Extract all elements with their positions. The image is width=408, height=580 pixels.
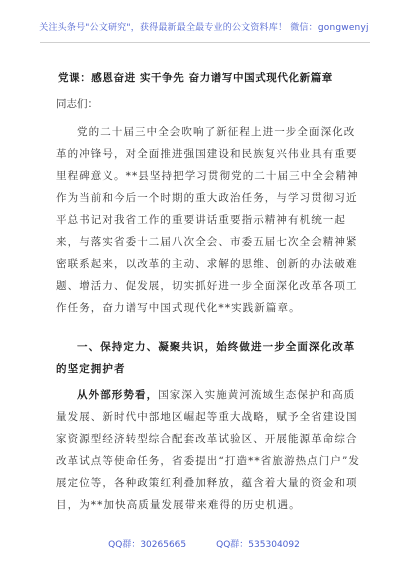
salutation: 同志们： (56, 98, 98, 110)
footer-qq-group-1: QQ群：30265665 (108, 540, 187, 550)
section-heading-1: 一、保持定力、凝聚共识，始终做进一步全面深化改革的坚定拥护者 (56, 341, 356, 375)
footer-qq-group-2: QQ群：535304092 (216, 540, 300, 550)
footer (0, 537, 408, 550)
paragraph-text: 国家深入实施黄河流域生态保护和高质量发展、新时代中部地区崛起等重大战略，赋予全省建设国家资源型经济转型综合配套改革试验区、开展能源革命综合改革试点等使命任务，省委提出“打造**省旅游热点门户”发展定位等，各种政策红利叠加释放，蕴含着大量的资金和项目，为**加快高质量发展带来难得的历史机遇。 (56, 389, 361, 511)
body-paragraph-1: 党的二十届三中全会吹响了新征程上进一步全面深化改革的冲锋号，对全面推进强国建设和民族复兴伟业具有重要里程碑意义。**县坚持把学习贯彻党的二十届三中全会精神作为当前和今后一个时期的重大政治任务，与学习贯彻习近平总书记对我省工作的重要讲话重要指示精神有机统一起来，与落实省委十二届八次全会、市委五届七次全会精神紧密联系起来，以改革的主动、求解的思维、创新的办法破难题、增活力、促发展，切实抓好进一步全面深化改革各项工作任务，奋力谱写中国式现代化**实践新篇章。 (56, 126, 359, 314)
header-banner: 关注头条号"公文研究"，获得最新最全最专业的公文资料库！ 微信：gongwenyj (39, 23, 369, 33)
document-title: 党课：感恩奋进 实干争先 奋力谱写中国式现代化新篇章 (58, 72, 333, 84)
body-paragraph-2 (56, 384, 362, 516)
paragraph-lead: 从外部形势看， (77, 389, 159, 401)
header-divider (40, 42, 370, 43)
